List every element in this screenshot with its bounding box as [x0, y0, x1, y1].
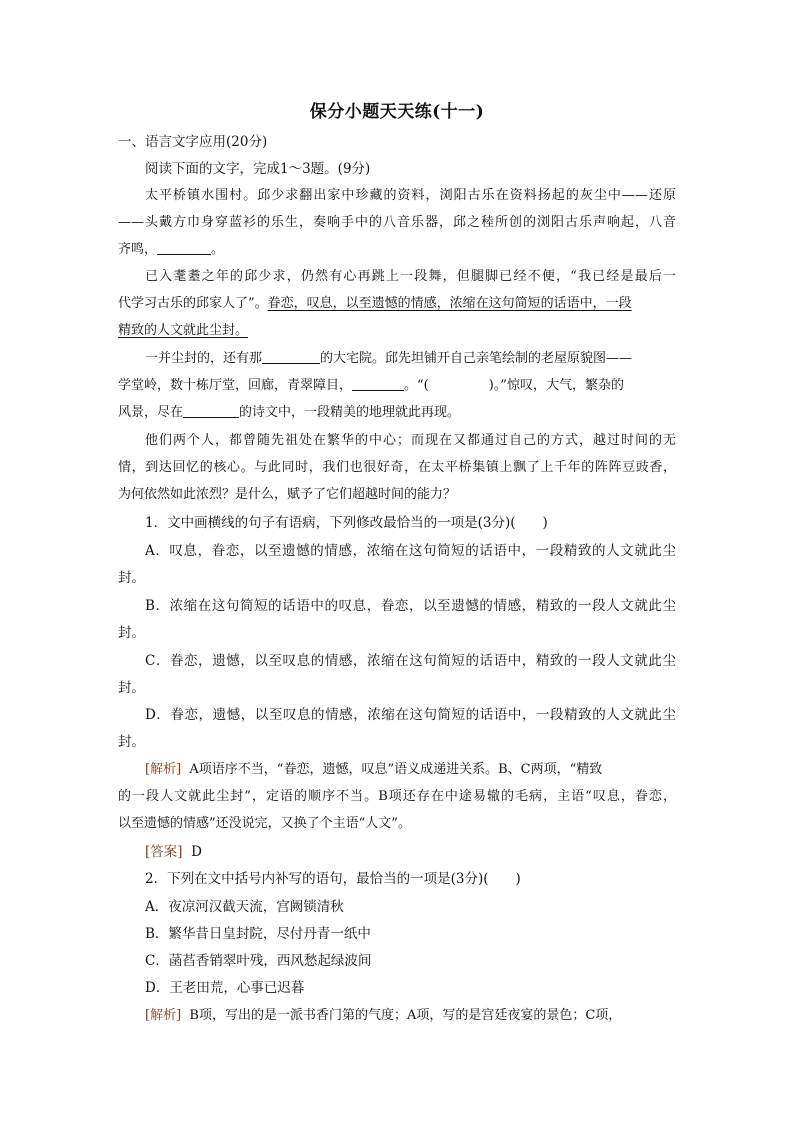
- question-2-stem: 2．下列在文中括号内补写的语句，最恰当的一项是(3分)( ): [145, 871, 521, 887]
- question-2-analysis: [解析] B项，写出的是一派书香门第的气度；A项，写的是宫廷夜宴的景色；C项，: [145, 1008, 622, 1023]
- analysis-tag: [解析]: [145, 1008, 182, 1023]
- question-1-option-a-cont: 封。: [118, 570, 145, 586]
- question-1-answer: [答案] D: [145, 844, 202, 860]
- question-1-option-c-cont: 封。: [118, 680, 145, 696]
- fill-blank: [157, 240, 211, 255]
- question-2-option-d: D．王老田荒，心事已迟暮: [145, 980, 305, 996]
- question-1-option-d-cont: 封。: [118, 734, 145, 750]
- passage-line: ——头戴方巾身穿蓝衫的乐生，奏响手中的八音乐器，邱之稑所创的浏阳古乐声响起，八音: [118, 215, 676, 230]
- passage-line: 为何依然如此浓烈？是什么，赋予了它们超越时间的能力？: [118, 487, 457, 502]
- question-1-option-b: B．浓缩在这句简短的话语中的叹息，眷恋，以至遗憾的情感，精致的一段人文就此尘: [145, 598, 676, 614]
- question-2-option-a: A．夜凉河汉截天流，宫阙锁清秋: [145, 899, 344, 915]
- question-1-analysis-line: 以至遗憾的情感”还没说完，又换了个主语“人文”。: [118, 816, 411, 831]
- question-1-option-d: D．眷恋，遗憾，以至叹息的情感，浓缩在这句简短的话语中，一段精致的人文就此尘: [145, 707, 676, 723]
- passage-line: 他们两个人，都曾随先祖处在繁华的中心；而现在又都通过自己的方式，越过时间的无: [145, 433, 676, 448]
- reading-instruction: 阅读下面的文字，完成1～3题。(9分): [145, 161, 371, 177]
- passage-line: [118, 321, 248, 341]
- question-1-analysis: [解析] A项语序不当，“眷恋，遗憾，叹息”语义成递进关系。B、C两项，“精致: [145, 762, 603, 777]
- passage-line: 情，到达回忆的核心。与此同时，我们也很好奇，在太平桥集镇上飘了上千年的阵阵豆豉香，: [118, 460, 676, 475]
- fill-blank: [262, 349, 320, 364]
- question-1-stem: 1．文中画横线的句子有语病，下列修改最恰当的一项是(3分)( ): [145, 515, 548, 531]
- question-1-option-a: A．叹息，眷恋，以至遗憾的情感，浓缩在这句简短的话语中，一段精致的人文就此尘: [145, 543, 676, 559]
- passage-line: 一并尘封的，还有那 的大宅院。邱先坦铺开自己亲笔绘制的老屋原貌图——: [145, 351, 633, 366]
- passage-line: 已入耄耋之年的邱少求，仍然有心再跳上一段舞，但腿脚已经不便，“我已经是最后一: [145, 269, 676, 284]
- fill-blank: [183, 403, 239, 418]
- passage-line: 齐鸣， 。: [118, 242, 225, 257]
- passage-line: 风景，尽在 的诗文中，一段精美的地理就此再现。: [118, 405, 461, 420]
- underlined-sentence: 精致的人文就此尘封。: [118, 323, 249, 338]
- fill-blank: [352, 376, 404, 391]
- question-2-option-b: B．繁华昔日皇封院，尽付丹青一纸中: [145, 926, 371, 942]
- question-1-option-b-cont: 封。: [118, 625, 145, 641]
- question-1-analysis-line: 的一段人文就此尘封”，定语的顺序不当。B项还存在中途易辙的毛病，主语“叹息，眷恋，: [118, 789, 676, 804]
- answer-tag: [答案]: [145, 844, 183, 860]
- analysis-tag: [解析]: [145, 762, 182, 777]
- question-1-option-c: C．眷恋，遗憾，以至叹息的情感，浓缩在这句简短的话语中，精致的一段人文就此尘: [145, 653, 676, 669]
- passage-line: 太平桥镇水围村。邱少求翻出家中珍藏的资料，浏阳古乐在资料扬起的灰尘中——还原: [145, 188, 676, 203]
- section-heading: 一、语言文字应用(20分): [118, 134, 268, 150]
- page-title: 保分小题天天练(十一): [309, 102, 485, 122]
- underlined-sentence: 眷恋，叹息，以至遗憾的情感，浓缩在这句简短的话语中，一段: [267, 296, 632, 311]
- passage-line: 学堂岭，数十栋厅堂，回廊，青翠障目， 。“( )。”惊叹，大气，繁杂的: [118, 378, 624, 393]
- question-2-option-c: C．菡萏香销翠叶残，西风愁起绿波间: [145, 953, 372, 969]
- passage-line: 代学习古乐的邱家人了”。眷恋，叹息，以至遗憾的情感，浓缩在这句简短的话语中，一段: [118, 296, 632, 311]
